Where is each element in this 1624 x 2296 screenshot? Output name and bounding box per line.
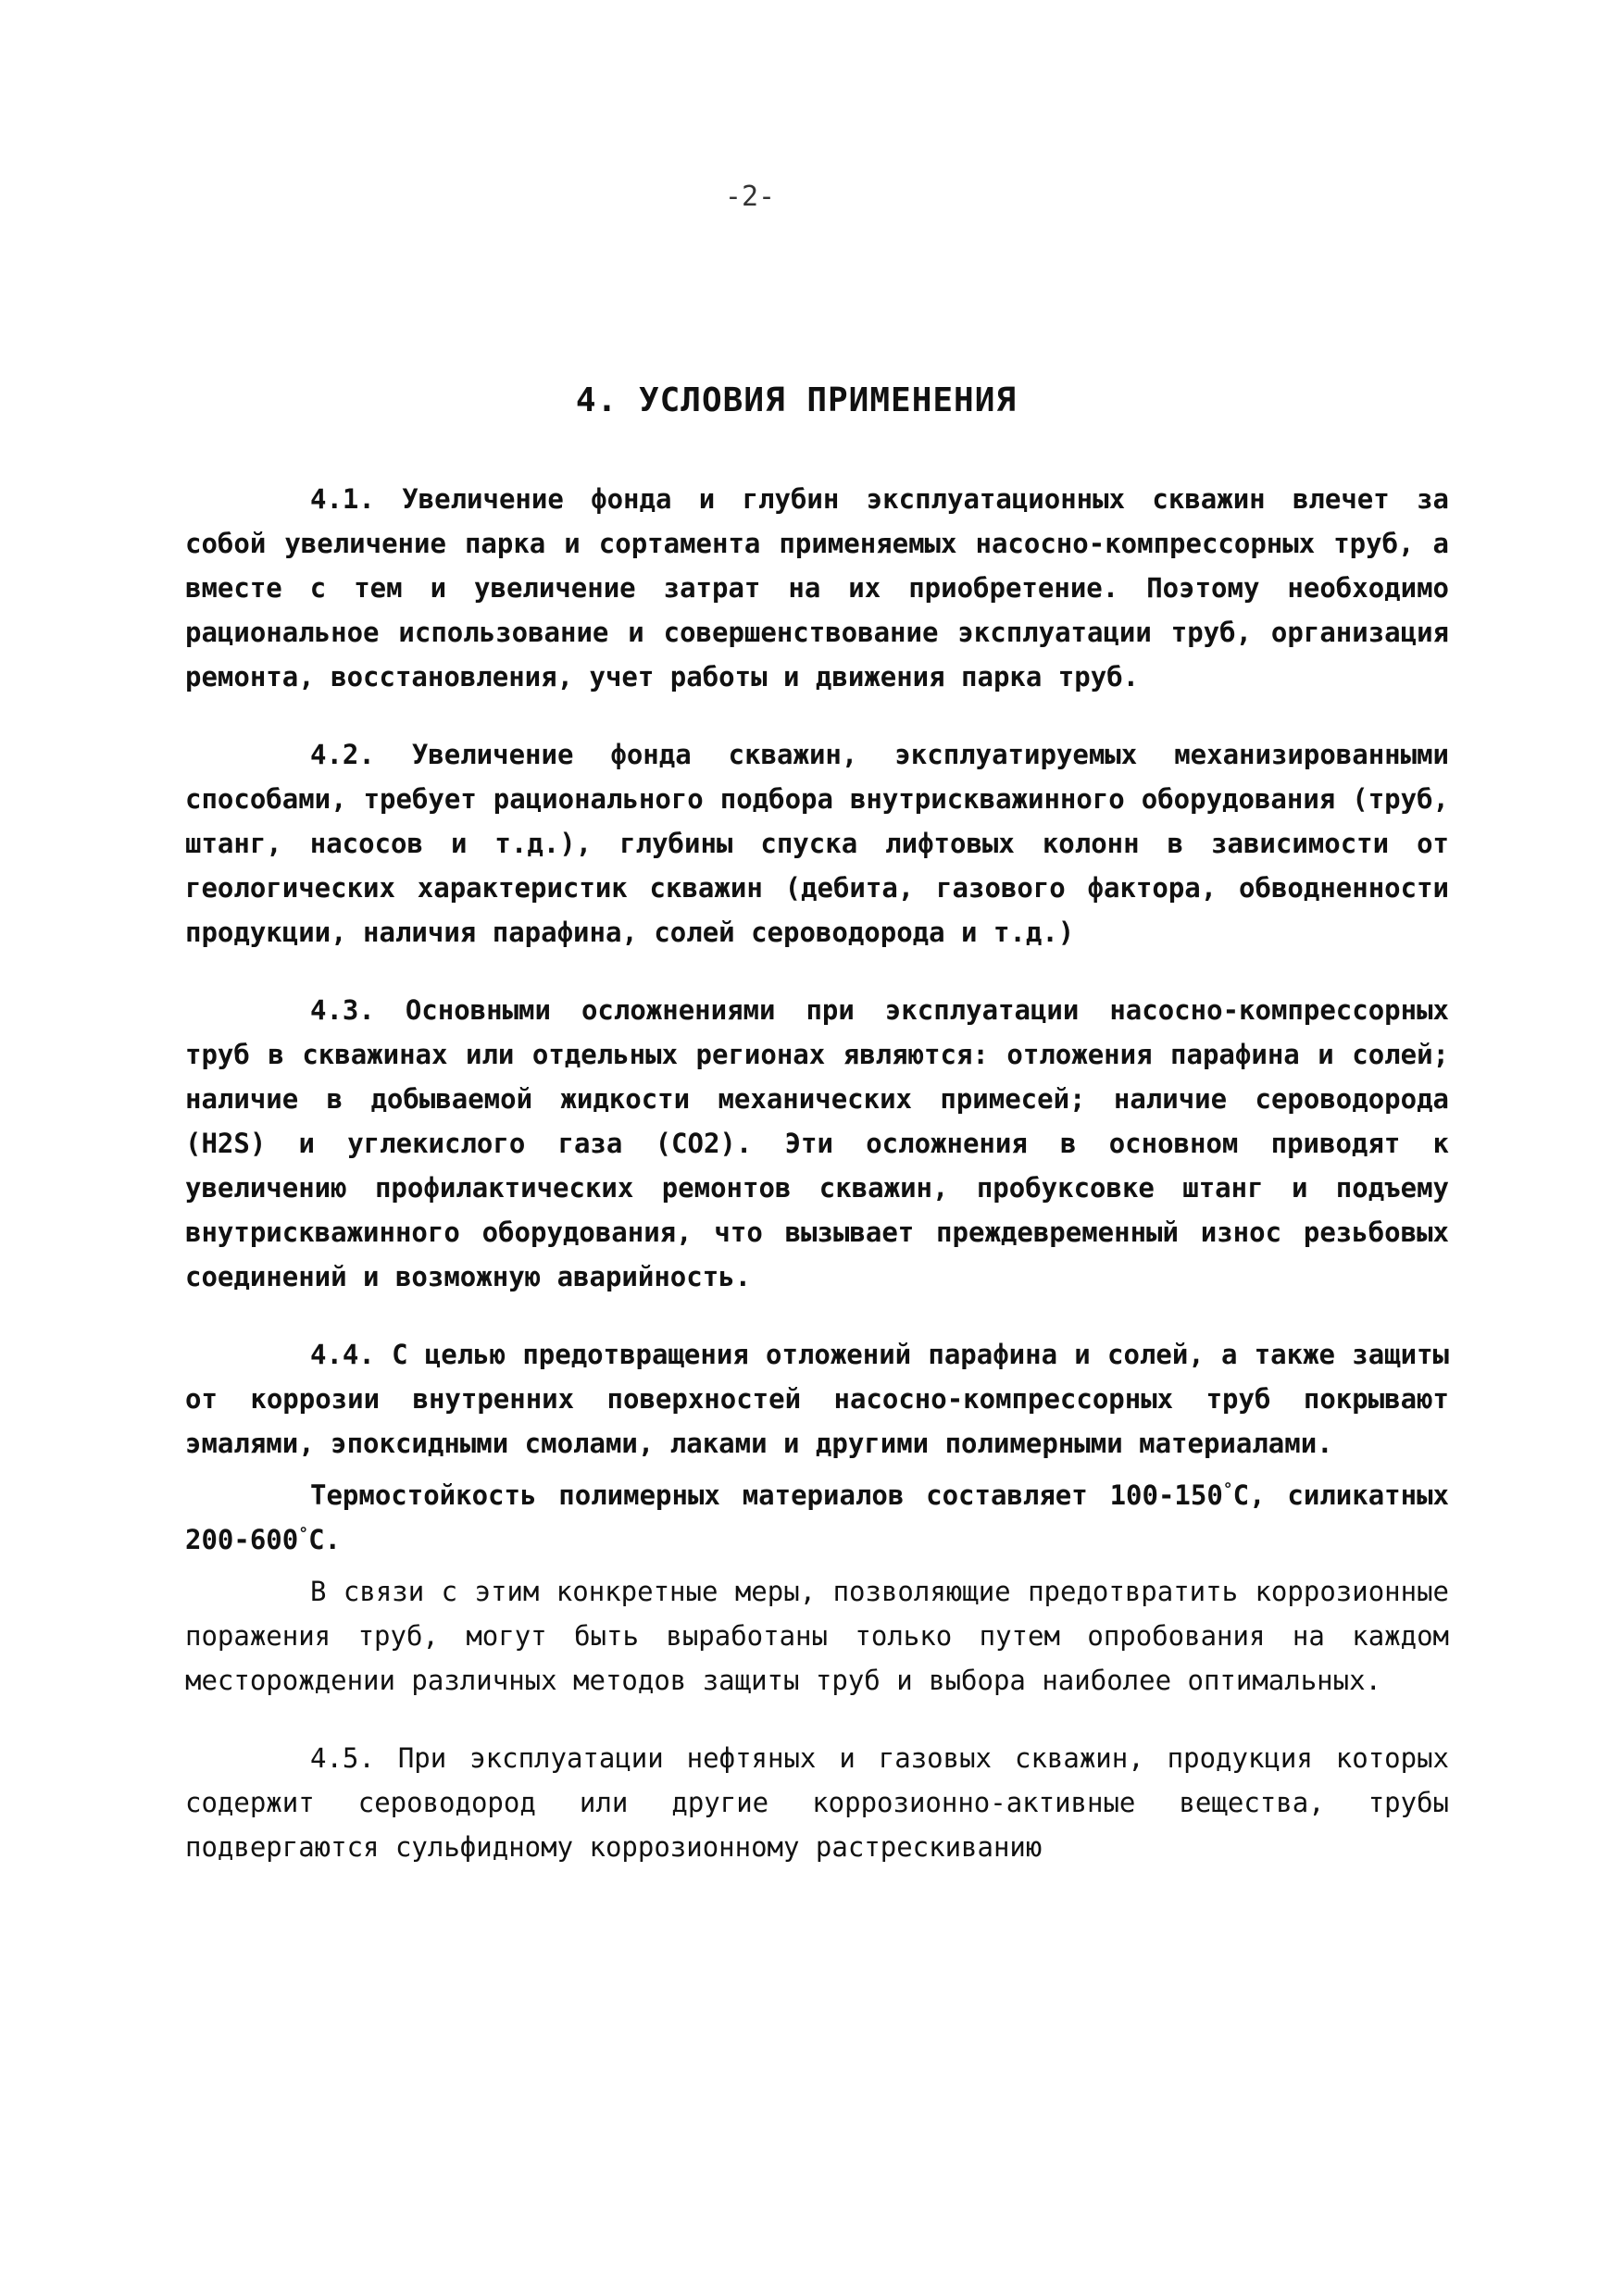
heat-text-c: С.: [308, 1524, 341, 1555]
degree-sign: °: [1222, 1479, 1233, 1500]
paragraph-4-5: 4.5. При эксплуатации нефтяных и газовых скважин, продукция которых содержит сероводород или другие коррозионно-активные вещества, трубы подвергаются сульфидному коррозионному растрескиванию: [185, 1742, 1449, 1863]
heat-text-a: Термостойкость полимерных материалов составляет 100-150: [310, 1479, 1223, 1511]
paragraph-measures: В связи с этим конкретные меры, позволяющие предотвратить коррозионные поражения труб, могут быть выработаны только путем опробования на каждом месторождении различных методов защиты труб и выбора наиболее оптимальных.: [185, 1576, 1449, 1696]
document-body: [185, 477, 1449, 1903]
degree-sign: °: [298, 1524, 309, 1544]
page-number: -2-: [724, 181, 776, 213]
paragraph-4-4: 4.4. С целью предотвращения отложений парафина и солей, а также защиты от коррозии внутренних поверхностей насосно-компрессорных труб покрывают эмалями, эпоксидными смолами, лаками и другими полимерными материалами.: [185, 1339, 1449, 1459]
section-heading: 4. УСЛОВИЯ ПРИМЕНЕНИЯ: [575, 381, 1018, 419]
paragraph-heat-resistance: [185, 1473, 1449, 1562]
paragraph-4-3: 4.3. Основными осложнениями при эксплуатации насосно-компрессорных труб в скважинах или отдельных регионах являются: отложения парафина и солей; наличие в добываемой жидкости механических примесей; наличие сероводорода (H2S) и углекислого газа (CO2). Эти осложнения в основном приводят к увеличению профилактических ремонтов скважин, пробуксовке штанг и подъему внутрискважинного оборудования, что вызывает преждевременный износ резьбовых соединений и возможную аварийность.: [185, 994, 1449, 1292]
paragraph-4-1: 4.1. Увеличение фонда и глубин эксплуатационных скважин влечет за собой увеличение парка и сортамента применяемых насосно-компрессорных труб, а вместе с тем и увеличение затрат на их приобретение. Поэтому необходимо рациональное использование и совершенствование эксплуатации труб, организация ремонта, восстановления, учет работы и движения парка труб.: [185, 483, 1449, 693]
heat-text-b: С, силикатных 200-600: [185, 1479, 1449, 1555]
paragraph-4-2: 4.2. Увеличение фонда скважин, эксплуатируемых механизированными способами, требует рационального подбора внутрискважинного оборудования (труб, штанг, насосов и т.д.), глубины спуска лифтовых колонн в зависимости от геологических характеристик скважин (дебита, газового фактора, обводненности продукции, наличия парафина, солей сероводорода и т.д.): [185, 739, 1449, 948]
